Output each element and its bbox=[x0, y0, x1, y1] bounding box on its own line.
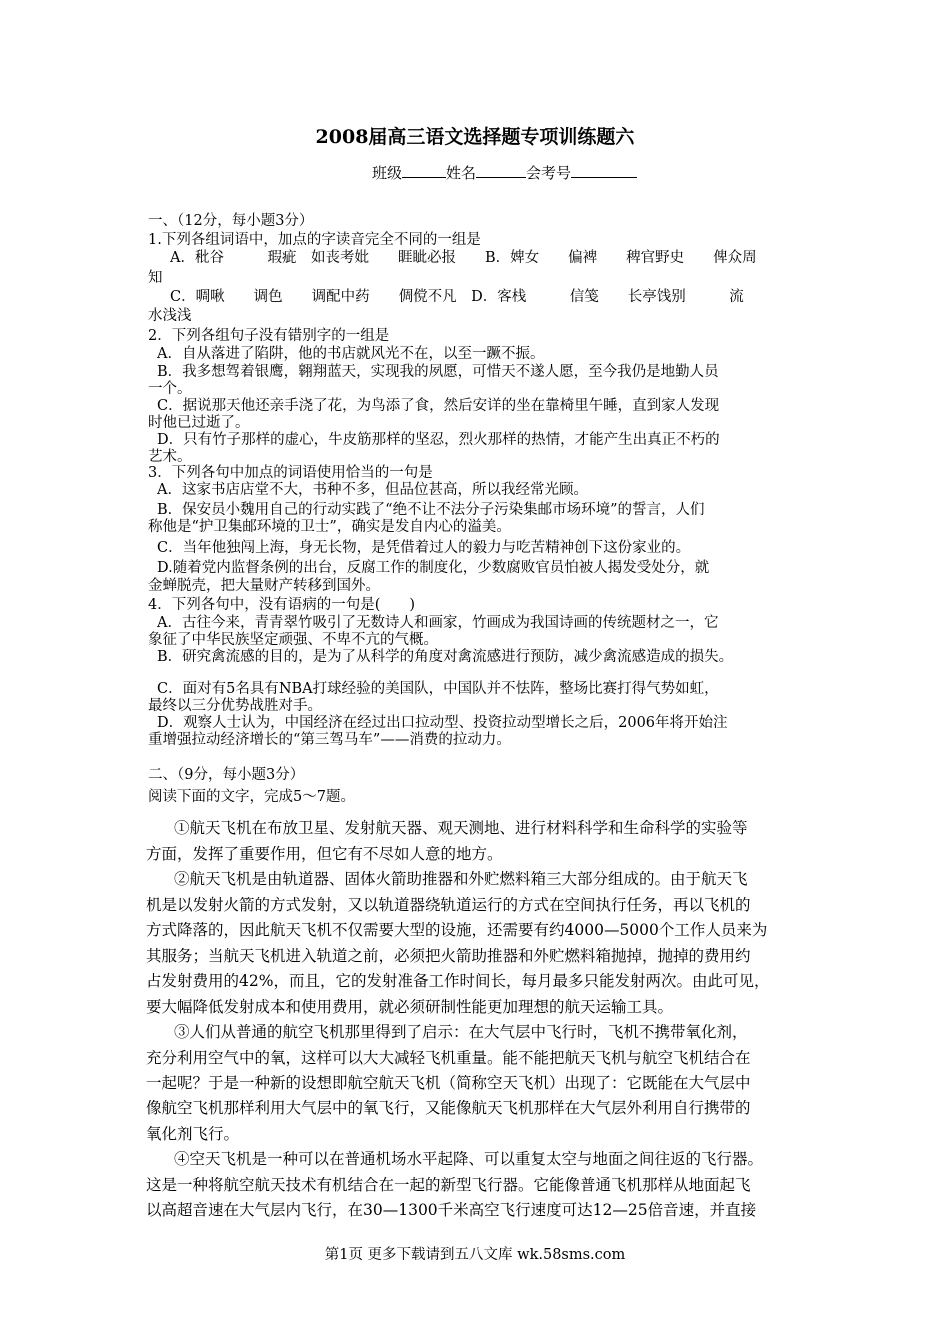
q4-option-a: A．古往今来，青青翠竹吸引了无数诗人和画家，竹画成为我国诗画的传统题材之一，它 bbox=[157, 615, 719, 631]
q4-option-c-wrap: 最终以三分优势战胜对手。 bbox=[148, 698, 322, 714]
q4-option-a-wrap: 象征了中华民族坚定顽强、不卑不亢的气概。 bbox=[148, 632, 438, 648]
q1-options-ab: A．秕谷 瑕疵 如丧考妣 睚眦必报 B．婢女 偏裨 稗官野史 俾众周 bbox=[170, 250, 757, 266]
q2-option-a: A．自从落进了陷阱，他的书店就风光不在，以至一蹶不振。 bbox=[157, 346, 545, 362]
q4-option-d: D．观察人士认为，中国经济在经过出口拉动型、投资拉动型增长之后，2006年将开始注 bbox=[157, 715, 728, 731]
passage-line: 这是一种将航空航天技术有机结合在一起的新型飞行器。它能像普通飞机那样从地面起飞 bbox=[146, 1176, 751, 1194]
q2-option-d-wrap: 艺术。 bbox=[148, 449, 192, 465]
passage-line: 一起呢？于是一种新的设想即航空航天飞机（简称空天飞机）出现了：它既能在大气层中 bbox=[146, 1074, 751, 1092]
q3-option-b: B．保安员小魏用自己的行动实践了“绝不让不法分子污染集邮市场环境”的誓言，人们 bbox=[157, 502, 705, 518]
student-info-line bbox=[372, 162, 637, 183]
question-3-stem: 3．下列各句中加点的词语使用恰当的一句是 bbox=[148, 465, 433, 481]
class-blank bbox=[402, 162, 446, 178]
exam-number-blank bbox=[571, 162, 637, 178]
passage-line: 要大幅降低发射成本和使用费用，就必须研制性能更加理想的航天运输工具。 bbox=[146, 998, 674, 1016]
q1-options-cd: C．啁啾 调色 调配中药 倜傥不凡 D．客栈 信笺 长亭饯别 流 bbox=[170, 289, 744, 305]
question-4-stem: 4．下列各句中，没有语病的一句是( ) bbox=[148, 597, 416, 613]
passage-line: 机是以发射火箭的方式发射，又以轨道器绕轨道运行的方式在空间执行任务，再以飞机的 bbox=[146, 896, 751, 914]
passage-line: 方式降落的，因此航天飞机不仅需要大型的设施，还需要有约4000—5000个工作人员来为 bbox=[146, 921, 768, 939]
passage-line: ②航天飞机是由轨道器、固体火箭助推器和外贮燃料箱三大部分组成的。由于航天飞 bbox=[174, 870, 748, 888]
q2-option-b-wrap: 一个。 bbox=[148, 381, 192, 397]
question-2-stem: 2．下列各组句子没有错别字的一组是 bbox=[148, 328, 390, 344]
document-title: 2008届高三语文选择题专项训练题六 bbox=[315, 126, 635, 148]
q1-options-ab-wrap: 知 bbox=[148, 270, 163, 286]
q2-option-c-wrap: 时他已过逝了。 bbox=[148, 415, 250, 431]
passage-line: ③人们从普通的航空飞机那里得到了启示：在大气层中飞行时，飞机不携带氧化剂， bbox=[174, 1023, 748, 1041]
q4-option-d-wrap: 重增强拉动经济增长的“第三驾马车”——消费的拉动力。 bbox=[148, 732, 511, 748]
section2-intro: 阅读下面的文字，完成5～7题。 bbox=[148, 789, 355, 805]
q3-option-d-wrap: 金蝉脱壳，把大量财产转移到国外。 bbox=[148, 578, 380, 594]
q2-option-d: D．只有竹子那样的虚心，牛皮筋那样的坚忍，烈火那样的热情，才能产生出真正不朽的 bbox=[157, 432, 720, 448]
passage-line: 占发射费用的42%，而且，它的发射准备工作时间长，每月最多只能发射两次。由此可见， bbox=[146, 972, 770, 990]
question-1-stem: 1.下列各组词语中，加点的字读音完全不同的一组是 bbox=[148, 232, 481, 248]
passage-line: 以高超音速在大气层内飞行，在30—1300千米高空飞行速度可达12—25倍音速，并直接 bbox=[146, 1201, 757, 1219]
passage-line: 充分利用空气中的氧，这样可以大大减轻飞机重量。能不能把航天飞机与航空飞机结合在 bbox=[146, 1049, 751, 1067]
name-blank bbox=[476, 162, 526, 178]
class-label: 班级 bbox=[372, 164, 403, 182]
q4-option-c: C．面对有5名具有NBA打球经验的美国队，中国队并不怯阵，整场比赛打得气势如虹， bbox=[157, 681, 719, 697]
section2-heading: 二、（9分，每小题3分） bbox=[148, 767, 305, 783]
page-footer: 第1页 更多下载请到五八文库 wk.58sms.com bbox=[324, 1247, 626, 1263]
q2-option-b: B．我多想驾着银鹰，翱翔蓝天，实现我的夙愿，可惜天不遂人愿，至今我仍是地勤人员 bbox=[157, 364, 719, 380]
q3-option-a: A．这家书店店堂不大，书种不多，但品位甚高，所以我经常光顾。 bbox=[157, 482, 588, 498]
q3-option-b-wrap: 称他是“护卫集邮环境的卫士”，确实是发自内心的溢美。 bbox=[148, 519, 511, 535]
passage-line: 像航空飞机那样利用大气层中的氧飞行，又能像航天飞机那样在大气层外利用自行携带的 bbox=[146, 1099, 751, 1117]
q3-option-c: C．当年他独闯上海，身无长物，是凭借着过人的毅力与吃苦精神创下这份家业的。 bbox=[157, 540, 691, 556]
passage-line: 方面，发挥了重要作用，但它有不尽如人意的地方。 bbox=[146, 845, 503, 863]
passage-line: ④空天飞机是一种可以在普通机场水平起降、可以重复太空与地面之间往返的飞行器。 bbox=[174, 1150, 764, 1168]
q4-option-b: B．研究禽流感的目的，是为了从科学的角度对禽流感进行预防，减少禽流感造成的损失。 bbox=[157, 649, 734, 665]
q1-options-cd-wrap: 水浅浅 bbox=[148, 308, 192, 324]
passage-line: 氧化剂飞行。 bbox=[146, 1125, 240, 1143]
q2-option-c: C．据说那天他还亲手浇了花，为鸟添了食，然后安详的坐在靠椅里午睡，直到家人发现 bbox=[157, 398, 720, 414]
exam-number-label: 会考号 bbox=[526, 164, 572, 182]
section1-heading: 一、（12分，每小题3分） bbox=[148, 213, 314, 229]
passage-line: 其服务；当航天飞机进入轨道之前，必须把火箭助推器和外贮燃料箱抛掉，抛掉的费用约 bbox=[146, 947, 751, 965]
passage-line: ①航天飞机在布放卫星、发射航天器、观天测地、进行材料科学和生命科学的实验等 bbox=[174, 819, 748, 837]
q3-option-d: D.随着党内监督条例的出台，反腐工作的制度化，少数腐败官员怕被人揭发受处分，就 bbox=[157, 560, 710, 576]
name-label: 姓名 bbox=[446, 164, 477, 182]
